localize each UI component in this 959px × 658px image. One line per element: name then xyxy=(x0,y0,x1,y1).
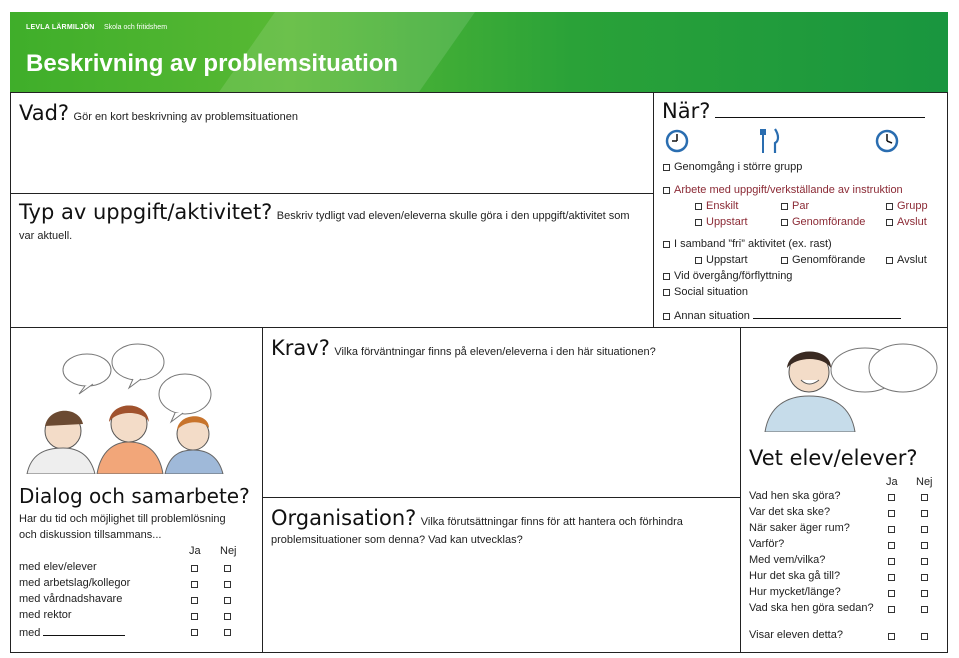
dialog-nej-checkbox[interactable] xyxy=(224,565,231,572)
dialog-row-label: med rektor xyxy=(19,609,72,621)
vet-nej-checkbox[interactable] xyxy=(921,558,928,565)
option-annan[interactable]: Annan situation xyxy=(663,308,901,322)
option-genomforande-2[interactable]: Genomförande xyxy=(781,254,865,266)
dialog-text-1: Har du tid och möjlighet till problemlösning xyxy=(19,513,226,525)
vet-ja-checkbox[interactable] xyxy=(888,558,895,565)
dialog-ja-label: Ja xyxy=(189,545,201,557)
annan-input-line[interactable] xyxy=(753,308,901,319)
dialog-ja-checkbox[interactable] xyxy=(191,581,198,588)
dialog-row-label: med arbetslag/kollegor xyxy=(19,577,131,589)
option-uppstart-1[interactable]: Uppstart xyxy=(695,216,748,228)
vet-ja-checkbox[interactable] xyxy=(888,526,895,533)
vet-nej-checkbox[interactable] xyxy=(921,494,928,501)
typ-text-1: Beskriv tydligt vad eleven/eleverna skulle göra i den uppgift/aktivitet som xyxy=(276,210,630,222)
organisation-heading: Organisation? xyxy=(271,506,417,530)
dialog-heading: Dialog och samarbete? xyxy=(19,484,250,508)
dialog-ja-checkbox[interactable] xyxy=(191,629,198,636)
typ-box[interactable] xyxy=(10,193,654,328)
dialog-nej-checkbox[interactable] xyxy=(224,597,231,604)
nar-heading: När? xyxy=(662,99,711,123)
vet-row-label: Vad hen ska göra? xyxy=(749,490,841,502)
vet-nej-checkbox[interactable] xyxy=(921,526,928,533)
option-uppstart-2[interactable]: Uppstart xyxy=(695,254,748,266)
dialog-row-other xyxy=(19,625,125,639)
vet-ja-checkbox[interactable] xyxy=(888,494,895,501)
vet-nej-checkbox[interactable] xyxy=(921,590,928,597)
dialog-box xyxy=(10,327,263,653)
vet-ja-label: Ja xyxy=(886,476,898,488)
dialog-nej-checkbox[interactable] xyxy=(224,629,231,636)
vet-nej-checkbox[interactable] xyxy=(921,574,928,581)
vad-text: Gör en kort beskrivning av problemsituationen xyxy=(73,111,298,123)
krav-heading: Krav? xyxy=(271,336,330,360)
clock-icon xyxy=(875,129,899,153)
nar-input-line[interactable] xyxy=(715,101,925,118)
option-arbete[interactable]: Arbete med uppgift/verkställande av instruktion xyxy=(663,184,903,196)
brand-label: LEVLA LÄRMILJÖN xyxy=(26,24,95,31)
dialog-row-label: med xyxy=(19,627,41,639)
krav-text: Vilka förväntningar finns på eleven/eleverna i den här situationen? xyxy=(334,346,656,358)
organisation-text-2: problemsituationer som denna? Vad kan utvecklas? xyxy=(271,534,523,546)
typ-heading: Typ av uppgift/aktivitet? xyxy=(19,200,273,224)
option-avslut-1[interactable]: Avslut xyxy=(886,216,927,228)
dialog-ja-checkbox[interactable] xyxy=(191,597,198,604)
option-enskilt[interactable]: Enskilt xyxy=(695,200,738,212)
vet-row-label: Med vem/vilka? xyxy=(749,554,826,566)
dialog-nej-label: Nej xyxy=(220,545,237,557)
typ-text-2: var aktuell. xyxy=(19,230,73,242)
vet-row-label: Varför? xyxy=(749,538,785,550)
option-fri[interactable]: I samband ”fri” aktivitet (ex. rast) xyxy=(663,238,832,250)
vet-row-label: Hur mycket/länge? xyxy=(749,586,841,598)
vet-nej-checkbox[interactable] xyxy=(921,510,928,517)
vet-row-label: Vad ska hen göra sedan? xyxy=(749,602,874,614)
dialog-row-label: med elev/elever xyxy=(19,561,97,573)
vet-ja-checkbox[interactable] xyxy=(888,590,895,597)
vet-box xyxy=(740,327,948,653)
page-title: Beskrivning av problemsituation xyxy=(26,50,399,77)
child-illustration xyxy=(761,338,939,432)
dialog-ja-checkbox[interactable] xyxy=(191,613,198,620)
option-par[interactable]: Par xyxy=(781,200,809,212)
clock-icon xyxy=(665,129,689,153)
nar-box xyxy=(653,92,948,328)
vet-ja-checkbox[interactable] xyxy=(888,542,895,549)
vet-row-label: När saker äger rum? xyxy=(749,522,850,534)
dialog-illustration xyxy=(25,336,235,474)
dialog-row-label: med vårdnadshavare xyxy=(19,593,123,605)
option-overgang[interactable]: Vid övergång/förflyttning xyxy=(663,270,792,282)
vet-nej-checkbox[interactable] xyxy=(921,633,928,640)
vet-ja-checkbox[interactable] xyxy=(888,633,895,640)
vet-nej-checkbox[interactable] xyxy=(921,542,928,549)
vet-row-label: Hur det ska gå till? xyxy=(749,570,841,582)
vad-heading: Vad? xyxy=(19,101,70,125)
vet-ja-checkbox[interactable] xyxy=(888,606,895,613)
vet-ja-checkbox[interactable] xyxy=(888,574,895,581)
dialog-other-input-line[interactable] xyxy=(43,625,125,636)
dialog-text-2: och diskussion tillsammans... xyxy=(19,529,162,541)
option-social[interactable]: Social situation xyxy=(663,286,748,298)
organisation-box[interactable] xyxy=(262,497,741,653)
option-genomforande-1[interactable]: Genomförande xyxy=(781,216,865,228)
dialog-nej-checkbox[interactable] xyxy=(224,581,231,588)
header-banner xyxy=(10,12,948,92)
option-genomgang[interactable]: Genomgång i större grupp xyxy=(663,161,802,173)
option-avslut-2[interactable]: Avslut xyxy=(886,254,927,266)
organisation-text-1: Vilka förutsättningar finns för att hantera och förhindra xyxy=(420,516,683,528)
vet-nej-label: Nej xyxy=(916,476,933,488)
option-grupp[interactable]: Grupp xyxy=(886,200,928,212)
vet-nej-checkbox[interactable] xyxy=(921,606,928,613)
vet-row-label: Var det ska ske? xyxy=(749,506,831,518)
dialog-nej-checkbox[interactable] xyxy=(224,613,231,620)
brand-subtitle: Skola och fritidshem xyxy=(104,24,168,31)
vad-box[interactable] xyxy=(10,92,654,194)
vet-heading: Vet elev/elever? xyxy=(749,446,918,470)
dialog-ja-checkbox[interactable] xyxy=(191,565,198,572)
cutlery-icon xyxy=(758,127,782,155)
vet-ja-checkbox[interactable] xyxy=(888,510,895,517)
vet-visar-label: Visar eleven detta? xyxy=(749,629,843,641)
krav-box[interactable] xyxy=(262,327,741,498)
